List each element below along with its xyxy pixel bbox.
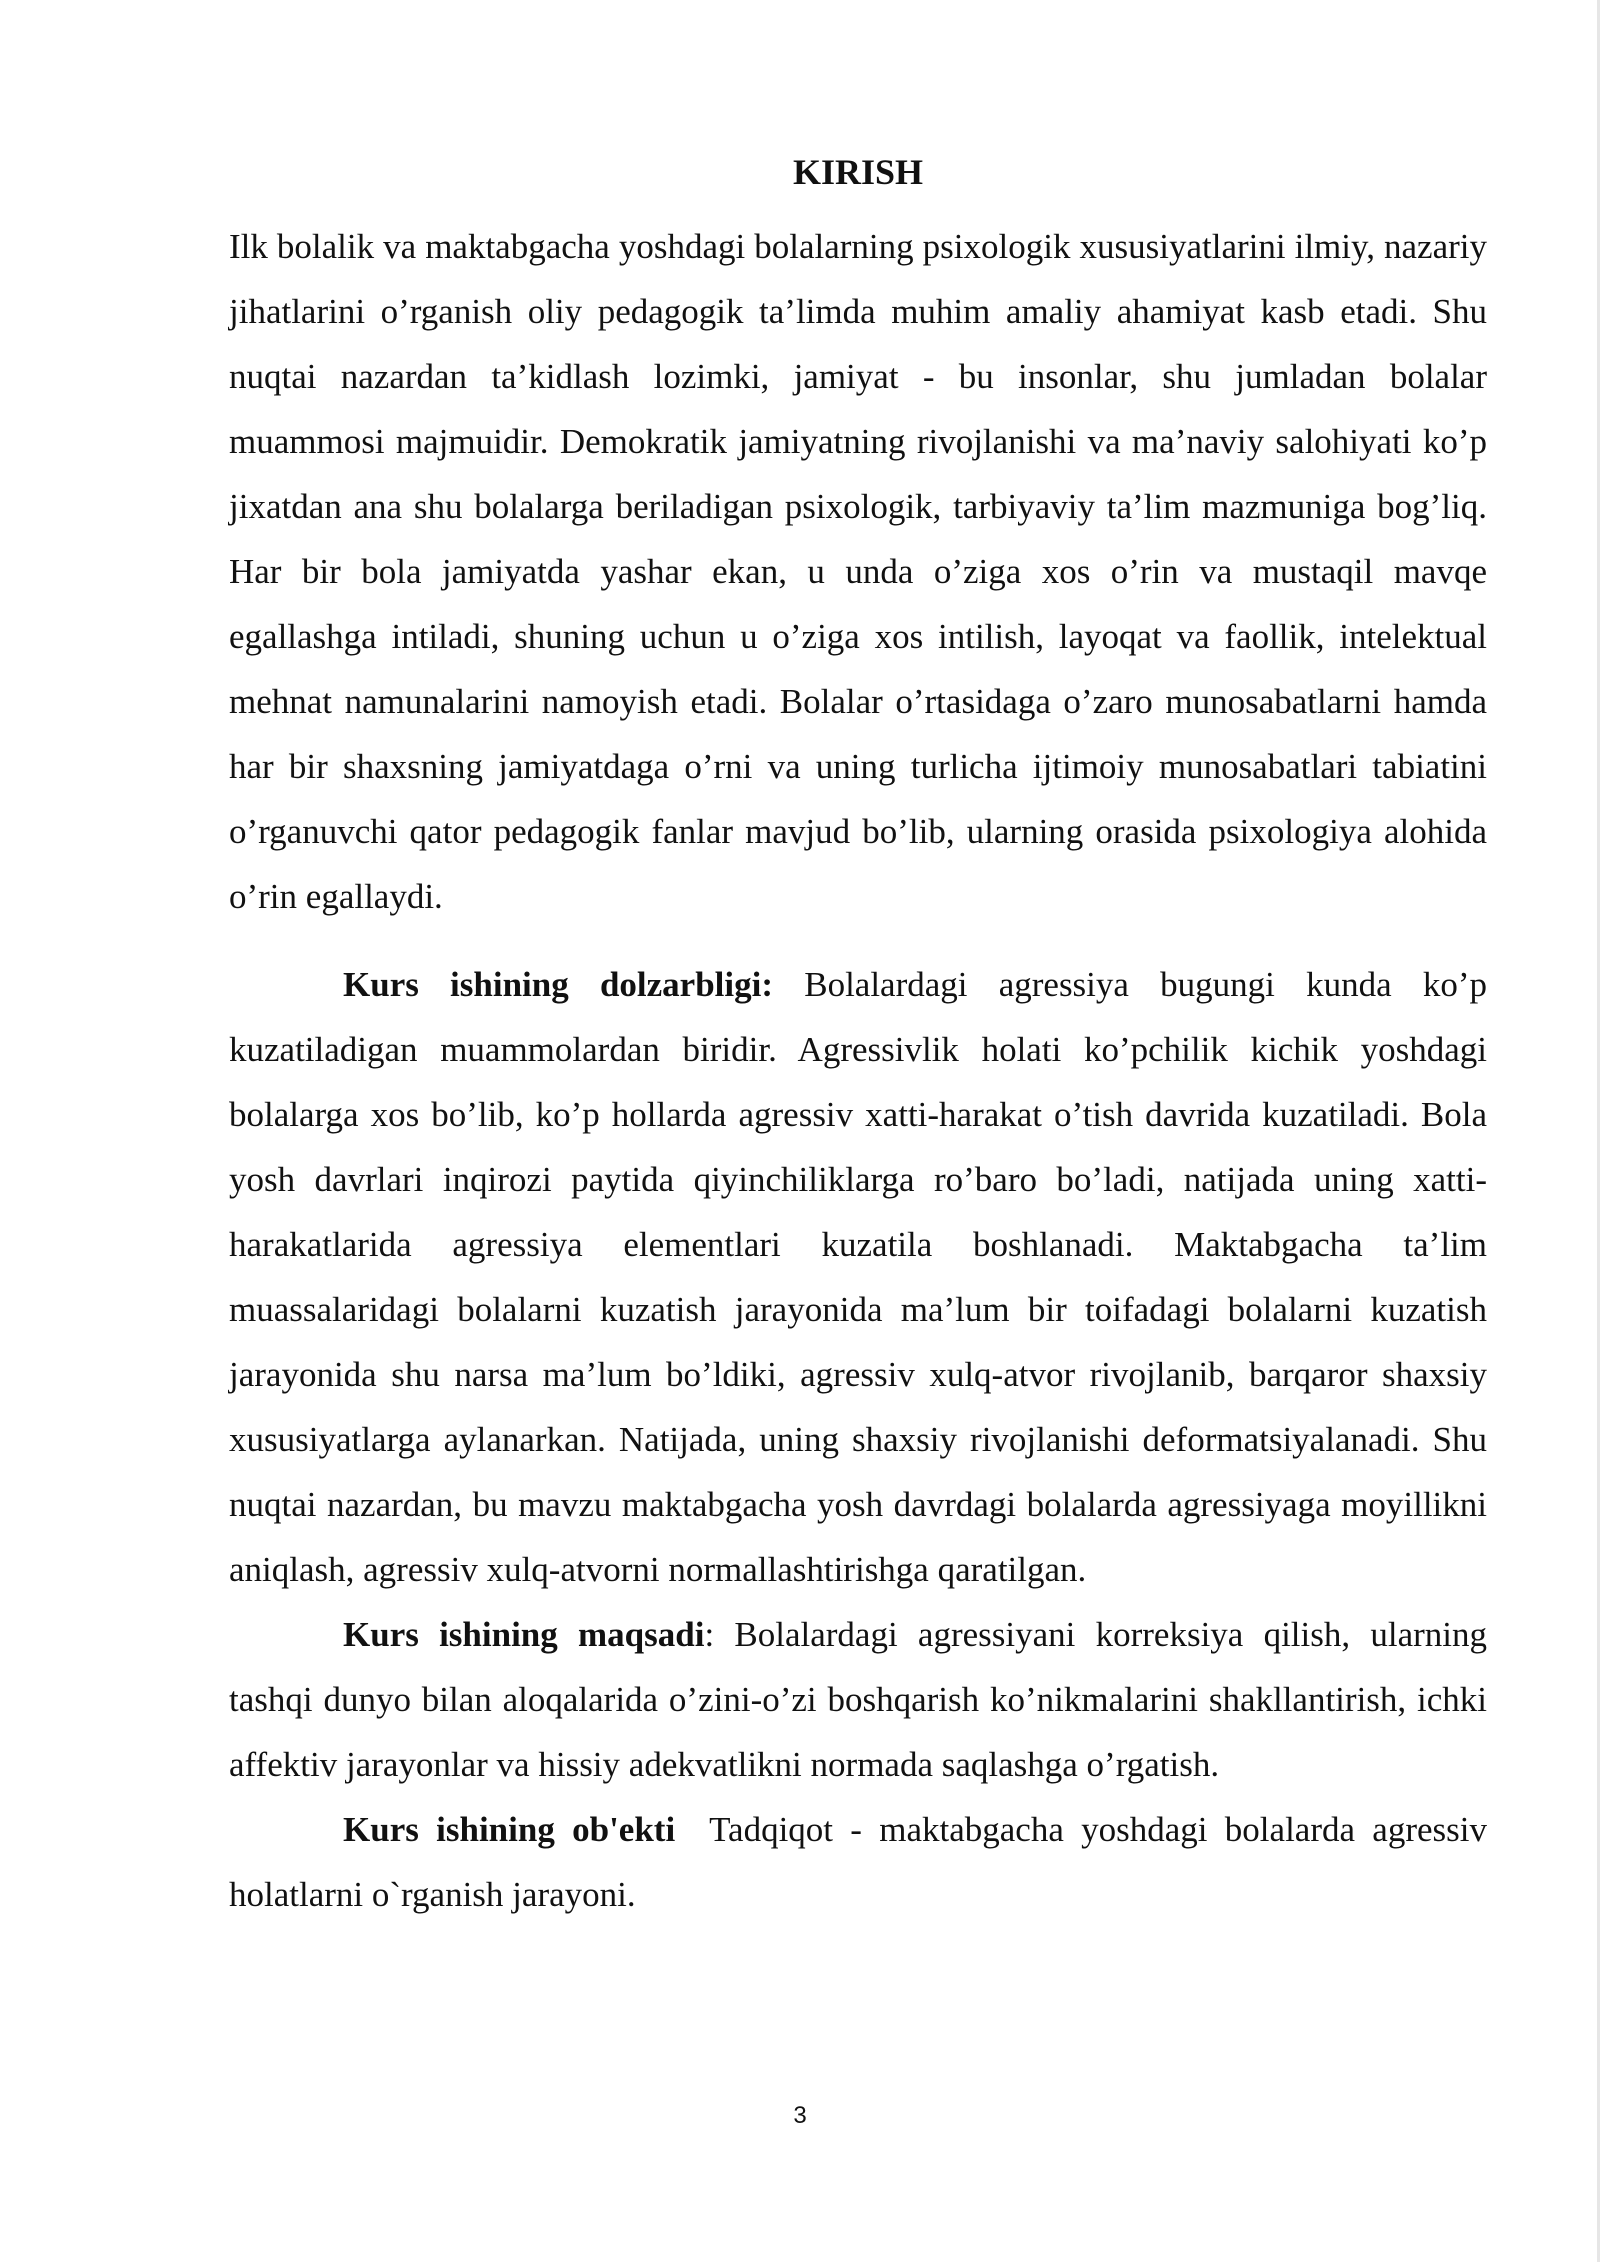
object-paragraph (229, 1797, 1496, 1927)
goal-text: : Bolalardagi agressiyani korreksiya qilish, ularning tashqi dunyo bilan aloqalarida o’zini-o’zi boshqarish ko’nikmalarini shakllantirish, ichki affektiv jarayonlar va hissiy adekvatlikni normada saqlashga o’rgatish. (229, 1615, 1488, 1784)
page-title: KIRISH (792, 152, 924, 192)
page-number: 3 (793, 2102, 807, 2129)
goal-paragraph (229, 1602, 1487, 1797)
relevance-label: Kurs ishining dolzarbligi: (343, 965, 774, 1004)
document-body (229, 140, 1496, 1927)
goal-label: Kurs ishining maqsadi (343, 1615, 705, 1654)
object-label: Kurs ishining ob'ekti (343, 1810, 676, 1849)
intro-paragraph: Ilk bolalik va maktabgacha yoshdagi bolalarning psixologik xususiyatlarini ilmiy, nazariy jihatlarini o’rganish oliy pedagogik ta’limda muhim amaliy ahamiyat kasb etadi. Shu nuqtai nazardan ta’kidlash lozimki, jamiyat - bu insonlar, shu jumladan bolalar muammosi majmuidir. Demokratik jamiyatning rivojlanishi va ma’naviy salohiyati ko’p jixatdan ana shu bolalarga beriladigan psixologik, tarbiyaviy ta’lim mazmuniga bog’liq. Har bir bola jamiyatda yashar ekan, u unda o’ziga xos o’rin va mustaqil mavqe egallashga intiladi, shuning uchun u o’ziga xos intilish, layoqat va faollik, intelektual mehnat namunalarini namoyish etadi. Bolalar o’rtasidaga o’zaro munosabatlarni hamda har bir shaxsning jamiyatdaga o’rni va uning turlicha ijtimoiy munosabatlari tabiatini o’rganuvchi qator pedagogik fanlar mavjud bo’lib, ularning orasida psixologiya alohida o’rin egallaydi. (229, 227, 1487, 916)
object-text: Tadqiqot - maktabgacha yoshdagi bolalarda agressiv holatlarni o`rganish jarayoni. (229, 1810, 1496, 1914)
relevance-text: Bolalardagi agressiya bugungi kunda ko’p kuzatiladigan muammolardan biridir. Agressivlik holati ko’pchilik kichik yoshdagi bolalarga xos bo’lib, ko’p hollarda agressiv xatti-harakat o’tish davrida kuzatiladi. Bola yosh davrlari inqirozi paytida qiyinchiliklarga ro’baro bo’ladi, natijada uning xatti-harakatlarida agressiya elementlari kuzatila boshlanadi. Maktabgacha ta’lim muassalaridagi bolalarni kuzatish jarayonida ma’lum bir toifadagi bolalarni kuzatish jarayonida shu narsa ma’lum bo’ldiki, agressiv xulq-atvor rivojlanib, barqaror shaxsiy xususiyatlarga aylanarkan. Natijada, uning shaxsiy rivojlanishi deformatsiyalanadi. Shu nuqtai nazardan, bu mavzu maktabgacha yosh davrdagi bolalarda agressiyaga moyillikni aniqlash, agressiv xulq-atvorni normallashtirishga qaratilgan. (229, 965, 1487, 1589)
relevance-paragraph (229, 952, 1487, 1602)
